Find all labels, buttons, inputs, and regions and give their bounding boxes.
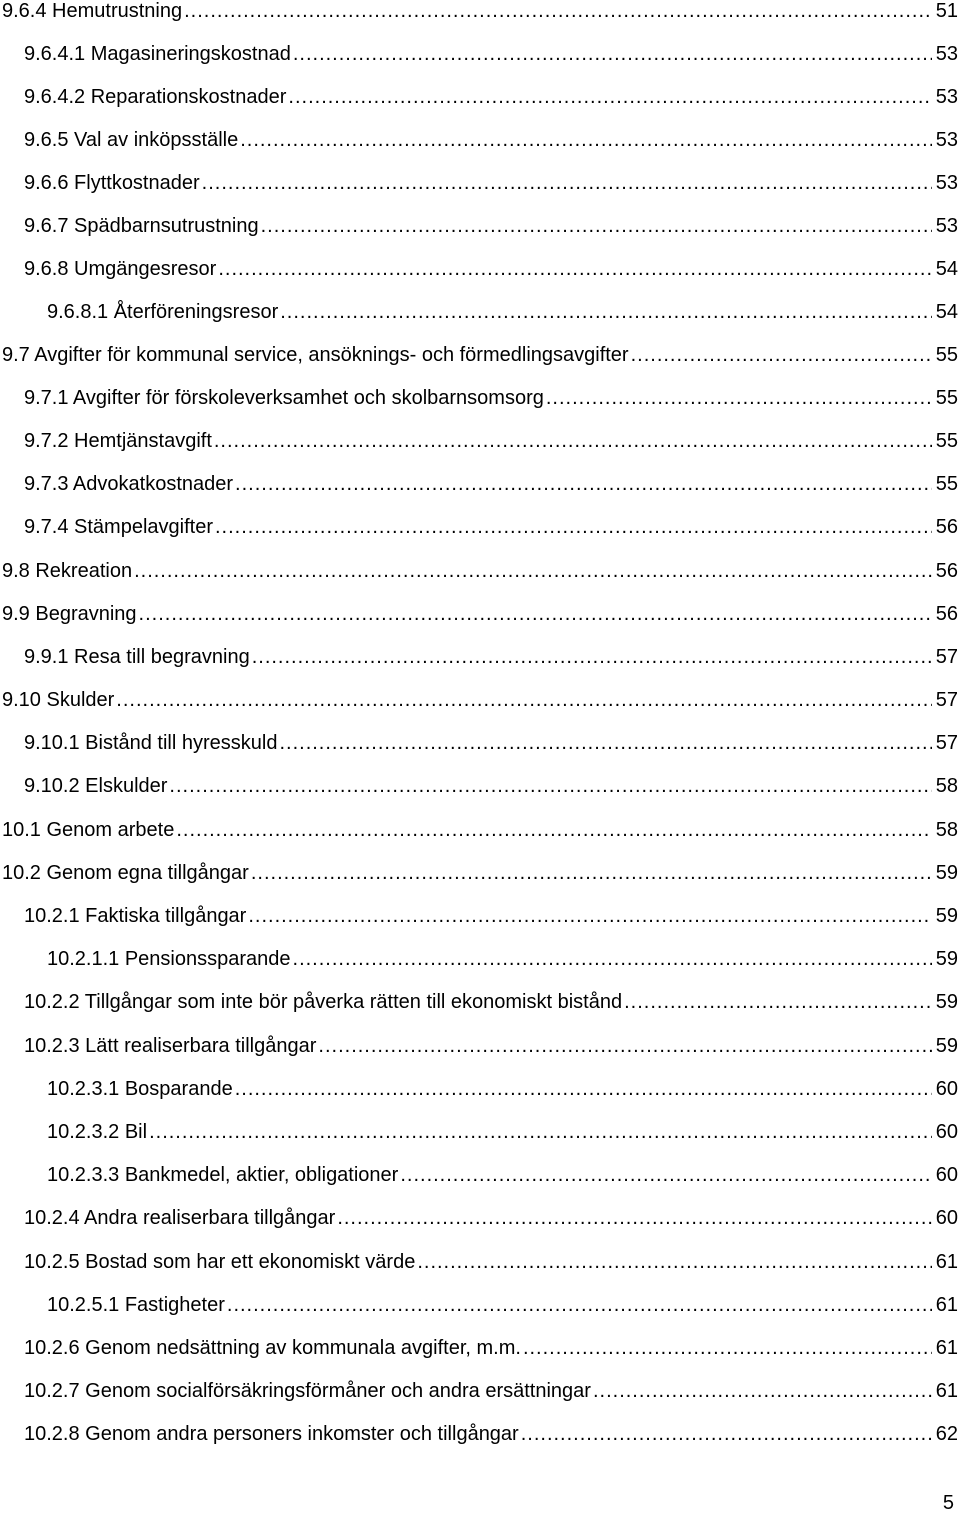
toc-entry-page: 53 — [935, 129, 958, 151]
toc-entry[interactable] — [47, 1160, 958, 1190]
toc-entry[interactable] — [2, 0, 958, 26]
toc-entry-title: 9.6.6 Flyttkostnader — [24, 172, 200, 194]
toc-entry-title: 9.7.2 Hemtjänstavgift — [24, 430, 212, 452]
toc-entry-title: 10.2.1 Faktiska tillgångar — [24, 905, 247, 927]
toc-entry-page: 53 — [935, 86, 958, 108]
toc-leader-dots — [139, 599, 932, 629]
toc-entry-page: 57 — [935, 732, 958, 754]
toc-entry[interactable] — [24, 1247, 958, 1277]
toc-entry-title: 10.2.6 Genom nedsättning av kommunala avgifter, m.m. — [24, 1337, 521, 1359]
toc-entry[interactable] — [2, 599, 958, 629]
toc-entry-title: 9.7.3 Advokatkostnader — [24, 473, 234, 495]
toc-entry-title: 9.6.7 Spädbarnsutrustning — [24, 215, 259, 237]
toc-entry-title: 10.2.2 Tillgångar som inte bör påverka rätten till ekonomiskt bistånd — [24, 991, 623, 1013]
toc-entry-page: 53 — [935, 215, 958, 237]
toc-leader-dots — [546, 383, 932, 413]
toc-entry-page: 61 — [935, 1294, 958, 1316]
toc-entry-page: 61 — [935, 1380, 958, 1402]
toc-leader-dots — [521, 1419, 932, 1449]
page-number: 5 — [942, 1492, 954, 1514]
toc-leader-dots — [235, 469, 932, 499]
toc-entry-title: 10.2.5 Bostad som har ett ekonomiskt värde — [24, 1251, 416, 1273]
toc-entry-title: 9.6.8 Umgängesresor — [24, 258, 217, 280]
toc-leader-dots — [279, 728, 931, 758]
toc-leader-dots — [624, 987, 932, 1017]
toc-entry-title: 10.2.4 Andra realiserbara tillgångar — [24, 1207, 336, 1229]
toc-entry-title: 10.2.3.3 Bankmedel, aktier, obligationer — [47, 1164, 399, 1186]
toc-entry-title: 10.2.8 Genom andra personers inkomster och tillgångar — [24, 1423, 519, 1445]
toc-entry-page: 60 — [935, 1121, 958, 1143]
toc-leader-dots — [218, 254, 931, 284]
toc-entry-title: 10.1 Genom arbete — [2, 819, 175, 841]
toc-entry-page: 60 — [935, 1164, 958, 1186]
toc-entry-title: 10.2.3 Lätt realiserbara tillgångar — [24, 1035, 317, 1057]
toc-entry-title: 9.10.2 Elskulder — [24, 775, 168, 797]
toc-entry[interactable] — [47, 1290, 958, 1320]
toc-entry-title: 10.2 Genom egna tillgångar — [2, 862, 249, 884]
toc-entry[interactable] — [24, 901, 958, 931]
toc-entry[interactable] — [2, 858, 958, 888]
toc-leader-dots — [248, 901, 931, 931]
toc-entry[interactable] — [24, 987, 958, 1017]
toc-entry-page: 59 — [935, 862, 958, 884]
toc-entry[interactable] — [24, 82, 958, 112]
toc-entry-page: 58 — [935, 819, 958, 841]
toc-leader-dots — [631, 340, 932, 370]
toc-entry-title: 10.2.5.1 Fastigheter — [47, 1294, 225, 1316]
toc-entry-page: 55 — [935, 430, 958, 452]
toc-entry[interactable] — [24, 211, 958, 241]
toc-entry-title: 9.6.8.1 Återföreningsresor — [47, 301, 279, 323]
toc-leader-dots — [261, 211, 932, 241]
toc-entry-page: 59 — [935, 991, 958, 1013]
toc-entry-page: 53 — [935, 43, 958, 65]
toc-entry-page: 61 — [935, 1337, 958, 1359]
toc-entry-title: 10.2.3.2 Bil — [47, 1121, 148, 1143]
toc-leader-dots — [176, 815, 931, 845]
toc-entry[interactable] — [24, 383, 958, 413]
toc-entry[interactable] — [24, 254, 958, 284]
toc-entry[interactable] — [24, 1333, 958, 1363]
toc-entry[interactable] — [2, 685, 958, 715]
toc-entry-title: 9.9.1 Resa till begravning — [24, 646, 250, 668]
toc-entry-page: 62 — [935, 1423, 958, 1445]
toc-leader-dots — [318, 1031, 931, 1061]
toc-leader-dots — [337, 1203, 931, 1233]
toc-leader-dots — [280, 297, 932, 327]
toc-entry[interactable] — [24, 469, 958, 499]
toc-leader-dots — [251, 858, 932, 888]
toc-leader-dots — [293, 944, 932, 974]
toc-leader-dots — [227, 1290, 932, 1320]
toc-entry-title: 9.6.4 Hemutrustning — [2, 0, 183, 22]
toc-entry[interactable] — [2, 815, 958, 845]
toc-entry-title: 10.2.7 Genom socialförsäkringsförmåner och andra ersättningar — [24, 1380, 591, 1402]
toc-leader-dots — [288, 82, 931, 112]
toc-entry-page: 57 — [935, 646, 958, 668]
toc-entry-title: 9.10.1 Bistånd till hyresskuld — [24, 732, 278, 754]
toc-entry[interactable] — [24, 1203, 958, 1233]
toc-entry[interactable] — [24, 125, 958, 155]
toc-entry-title: 9.10 Skulder — [2, 689, 115, 711]
toc-entry-page: 60 — [935, 1078, 958, 1100]
toc-leader-dots — [523, 1333, 932, 1363]
toc-entry-page: 56 — [935, 603, 958, 625]
toc-entry[interactable] — [24, 728, 958, 758]
toc-entry-page: 59 — [935, 905, 958, 927]
toc-leader-dots — [400, 1160, 931, 1190]
toc-leader-dots — [214, 426, 932, 456]
toc-entry-page: 59 — [935, 1035, 958, 1057]
toc-leader-dots — [593, 1376, 932, 1406]
toc-entry-title: 9.9 Begravning — [2, 603, 137, 625]
toc-entry-page: 54 — [935, 301, 958, 323]
toc-entry-page: 56 — [935, 516, 958, 538]
toc-entry[interactable] — [24, 512, 958, 542]
toc-leader-dots — [202, 168, 932, 198]
toc-leader-dots — [252, 642, 932, 672]
toc-entry[interactable] — [24, 771, 958, 801]
toc-leader-dots — [293, 39, 932, 69]
toc-entry[interactable] — [2, 340, 958, 370]
toc-leader-dots — [184, 0, 932, 26]
toc-entry[interactable] — [47, 297, 958, 327]
toc-entry-title: 9.7 Avgifter för kommunal service, ansöknings- och förmedlingsavgifter — [2, 344, 629, 366]
toc-entry-page: 56 — [935, 560, 958, 582]
toc-entry-page: 60 — [935, 1207, 958, 1229]
toc-leader-dots — [240, 125, 932, 155]
toc-entry[interactable] — [47, 1117, 958, 1147]
toc-entry-title: 10.2.1.1 Pensionssparande — [47, 948, 291, 970]
toc-entry[interactable] — [47, 944, 958, 974]
toc-entry[interactable] — [2, 556, 958, 586]
toc-entry[interactable] — [24, 1376, 958, 1406]
toc-entry-page: 55 — [935, 387, 958, 409]
toc-leader-dots — [134, 556, 932, 586]
toc-entry-title: 9.8 Rekreation — [2, 560, 133, 582]
toc-entry-page: 59 — [935, 948, 958, 970]
toc-leader-dots — [116, 685, 931, 715]
toc-entry[interactable] — [24, 1419, 958, 1449]
toc-entry-page: 61 — [935, 1251, 958, 1273]
toc-entry-page: 51 — [935, 0, 958, 22]
toc-entry-page: 53 — [935, 172, 958, 194]
toc-leader-dots — [149, 1117, 932, 1147]
toc-entry[interactable] — [24, 426, 958, 456]
toc-entry[interactable] — [47, 1074, 958, 1104]
toc-entry-title: 9.6.4.1 Magasineringskostnad — [24, 43, 291, 65]
toc-entry[interactable] — [24, 39, 958, 69]
toc-entry-page: 58 — [935, 775, 958, 797]
toc-leader-dots — [417, 1247, 931, 1277]
toc-entry-title: 9.6.5 Val av inköpsställe — [24, 129, 239, 151]
toc-entry-title: 9.7.1 Avgifter för förskoleverksamhet och skolbarnsomsorg — [24, 387, 544, 409]
toc-entry-page: 55 — [935, 344, 958, 366]
toc-leader-dots — [215, 512, 932, 542]
toc-entry-title: 9.6.4.2 Reparationskostnader — [24, 86, 287, 108]
toc-entry[interactable] — [24, 168, 958, 198]
toc-leader-dots — [169, 771, 931, 801]
toc-entry[interactable] — [24, 1031, 958, 1061]
toc-entry[interactable] — [24, 642, 958, 672]
toc-entry-title: 9.7.4 Stämpelavgifter — [24, 516, 213, 538]
toc-entry-title: 10.2.3.1 Bosparande — [47, 1078, 233, 1100]
toc-entry-page: 54 — [935, 258, 958, 280]
toc-entry-page: 55 — [935, 473, 958, 495]
toc-entry-page: 57 — [935, 689, 958, 711]
toc-leader-dots — [235, 1074, 932, 1104]
